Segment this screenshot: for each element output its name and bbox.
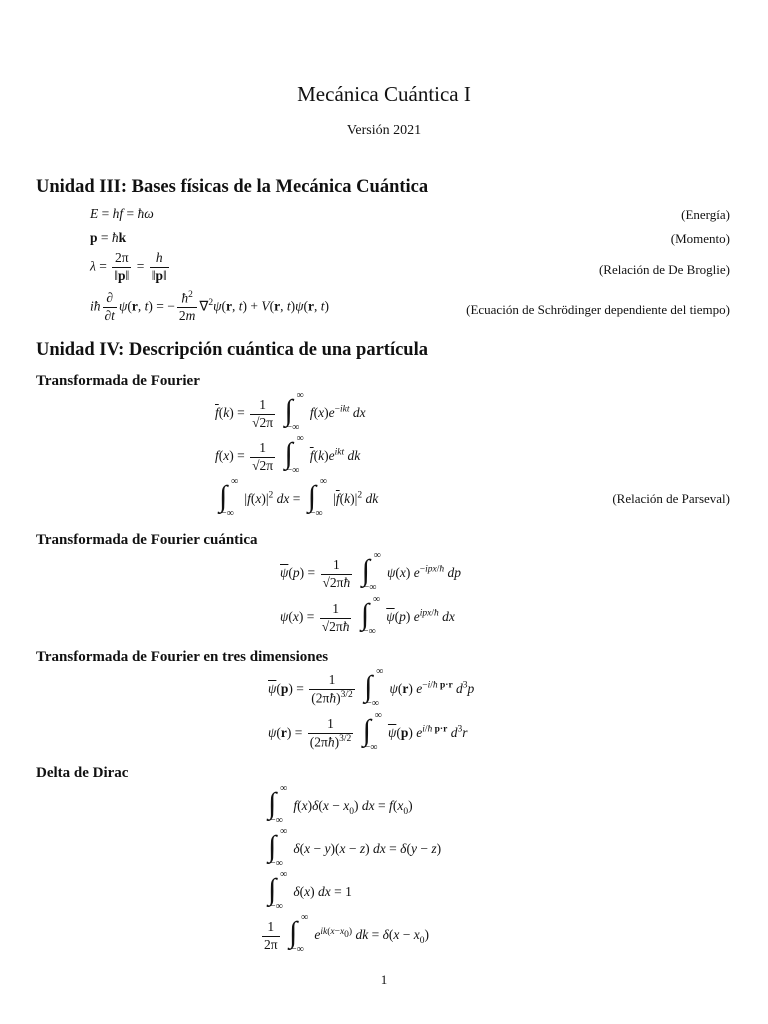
equation-quantum-fourier-forward: $\overline{\psi}(p)$ = $\frac{1}{√2\pi ħ}$ ∫ ∞ −∞ ψ(x) $e^{-ipx/ħ}$ dp bbox=[280, 550, 461, 593]
equation-momentum: p = ħk bbox=[90, 230, 127, 245]
section-heading-unit4: Unidad IV: Descripción cuántica de una partícula bbox=[36, 340, 428, 360]
equation-dirac-sifting: ∫ ∞ −∞ $f(x)\delta(x - x_0)$ dx = $f(x_0)$ bbox=[268, 783, 413, 826]
equation-de-broglie: λ = $\frac{2\pi}{‖p‖}$ = $\frac{h}{‖p‖}$ bbox=[90, 250, 167, 283]
document-title: Mecánica Cuántica I bbox=[297, 82, 471, 106]
equation-quantum-fourier-inverse: ψ(x) = $\frac{1}{√2\pi ħ}$ ∫ ∞ −∞ $\overline{\psi}(p)$ $e^{ipx/ħ}$ dx bbox=[280, 594, 455, 637]
tag-parseval: (Relación de Parseval) bbox=[612, 491, 730, 506]
equation-parseval: ∫ ∞ −∞ $|f(x)|^2$ dx = ∫ ∞ −∞ $|\overline{f}(k)|^2$ dk bbox=[219, 476, 379, 519]
tag-de-broglie: (Relación de De Broglie) bbox=[598, 262, 730, 277]
equation-fourier-inverse: f(x) = $\frac{1}{√2\pi}$ ∫ ∞ −∞ $\overline{f}(k)e^{ikt}$ dk bbox=[215, 433, 361, 476]
subsection-quantum-fourier: Transformada de Fourier cuántica bbox=[36, 532, 258, 548]
tag-energy: (Energía) bbox=[681, 207, 730, 222]
document-subtitle: Versión 2021 bbox=[346, 123, 422, 138]
subsection-fourier: Transformada de Fourier bbox=[36, 373, 200, 389]
tag-schrodinger: (Ecuación de Schrödinger dependiente del tiempo) bbox=[466, 302, 730, 317]
equation-energy: E = hf = ħω bbox=[90, 206, 154, 221]
equation-dirac-fourier: $\frac{1}{2\pi}$ ∫ ∞ −∞ $e^{ik(x-x_0)}$ dk = $\delta(x - x_0)$ bbox=[264, 912, 429, 955]
equation-dirac-product: ∫ ∞ −∞ δ(x − y)(x − z) dx = δ(y − z) bbox=[268, 826, 442, 869]
subsection-dirac: Delta de Dirac bbox=[36, 765, 129, 781]
page-number: 1 bbox=[380, 972, 388, 987]
subsection-fourier-3d: Transformada de Fourier en tres dimensiones bbox=[36, 649, 329, 665]
equation-fourier-3d-inverse: ψ(r) = $\frac{1}{(2\pi ħ)^{3/2}}$ ∫ ∞ −∞ $\overline{\psi}(p)$ $e^{i/ħ p\cdot r}$ $d^3r$ bbox=[268, 710, 468, 753]
equation-fourier-3d-forward: $\overline{\psi}(p)$ = $\frac{1}{(2\pi ħ)^{3/2}}$ ∫ ∞ −∞ ψ(r) $e^{-i/ħ p\cdot r}$ $d^3p$ bbox=[268, 666, 475, 709]
equation-schrodinger: iħ $\frac{\partial}{\partial t}$ ψ(r, t) = − $\frac{ħ^2}{2m}$ ∇$^2$ψ(r, t) + V(r, t)ψ(r, t) bbox=[90, 290, 330, 324]
equation-dirac-normalization: ∫ ∞ −∞ δ(x) dx = 1 bbox=[268, 869, 352, 912]
equation-fourier-forward: $\overline{f}(k)$ = $\frac{1}{√2\pi}$ ∫ ∞ −∞ $f(x)e^{-ikt}$ dx bbox=[215, 390, 366, 433]
section-heading-unit3: Unidad III: Bases físicas de la Mecánica Cuántica bbox=[36, 177, 429, 197]
tag-momentum: (Momento) bbox=[670, 231, 730, 246]
